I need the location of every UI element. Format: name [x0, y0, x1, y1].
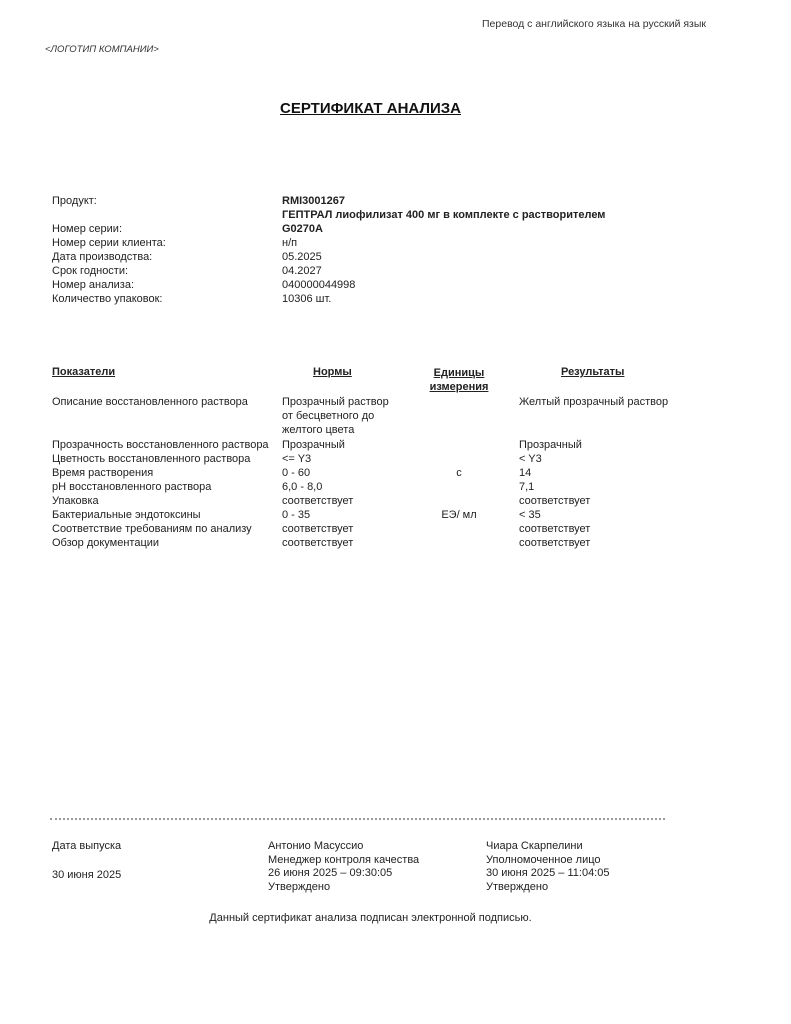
table-row-parameter: Цветность восстановленного раствора — [52, 453, 251, 465]
table-row-result: соответствует — [519, 495, 591, 507]
product-label: Продукт: — [52, 195, 97, 207]
batch-number-value: G0270A — [282, 223, 323, 235]
table-row-result: 7,1 — [519, 481, 535, 493]
table-row-result: соответствует — [519, 523, 591, 535]
header-units-line1: Единицы — [433, 367, 485, 379]
electronic-signature-note: Данный сертификат анализа подписан электронной подписью. — [209, 912, 532, 924]
norm-line: Прозрачный раствор — [282, 396, 389, 408]
norm-line: желтого цвета — [282, 424, 355, 436]
table-row-norm: соответствует — [282, 523, 354, 535]
table-row-norm — [282, 395, 389, 437]
analysis-number-value: 040000044998 — [282, 279, 356, 291]
expiry-date-label: Срок годности: — [52, 265, 129, 277]
table-row-norm: 0 - 60 — [282, 467, 311, 479]
analysis-number-label: Номер анализа: — [52, 279, 135, 291]
certificate-title: СЕРТИФИКАТ АНАЛИЗА — [280, 100, 461, 117]
table-row-norm: Прозрачный — [282, 439, 345, 451]
company-logo-placeholder: <ЛОГОТИП КОМПАНИИ> — [45, 44, 159, 55]
table-row-norm: 0 - 35 — [282, 509, 311, 521]
expiry-date-value: 04.2027 — [282, 265, 322, 277]
signer-qc-manager — [268, 840, 419, 894]
table-row-norm: 6,0 - 8,0 — [282, 481, 323, 493]
header-units-line2: измерения — [429, 381, 489, 393]
issue-date-value: 30 июня 2025 — [52, 869, 122, 881]
table-row-result: < Y3 — [519, 453, 542, 465]
separator-line — [50, 818, 665, 820]
product-name: ГЕПТРАЛ лиофилизат 400 мг в комплекте с растворителем — [282, 209, 606, 221]
client-batch-label: Номер серии клиента: — [52, 237, 166, 249]
table-row-parameter: Соответствие требованиям по анализу — [52, 523, 252, 535]
table-row-parameter: pH восстановленного раствора — [52, 481, 212, 493]
client-batch-value: н/п — [282, 237, 298, 249]
issue-date-label: Дата выпуска — [52, 840, 122, 852]
table-row-parameter: Время растворения — [52, 467, 154, 479]
table-row-parameter: Упаковка — [52, 495, 99, 507]
signer-status: Утверждено — [268, 880, 331, 893]
header-parameter: Показатели — [52, 366, 116, 378]
table-row-unit: ЕЭ/ мл — [441, 509, 477, 521]
table-row-parameter: Описание восстановленного раствора — [52, 396, 248, 408]
table-row-norm: соответствует — [282, 495, 354, 507]
table-row-norm: <= Y3 — [282, 453, 312, 465]
product-code: RMI3001267 — [282, 195, 345, 207]
signer-status: Утверждено — [486, 880, 549, 893]
table-row-parameter: Обзор документации — [52, 537, 160, 549]
table-row-parameter: Бактериальные эндотоксины — [52, 509, 201, 521]
signer-role: Менеджер контроля качества — [268, 853, 420, 866]
batch-number-label: Номер серии: — [52, 223, 122, 235]
table-row-result: Прозрачный — [519, 439, 582, 451]
signer-name: Чиара Скарпелини — [486, 840, 583, 852]
signer-datetime: 30 июня 2025 – 11:04:05 — [486, 867, 610, 879]
header-norms: Нормы — [313, 366, 352, 378]
manufacture-date-value: 05.2025 — [282, 251, 322, 263]
table-row-parameter: Прозрачность восстановленного раствора — [52, 439, 269, 451]
signer-role: Уполномоченное лицо — [486, 853, 601, 866]
signer-datetime: 26 июня 2025 – 09:30:05 — [268, 867, 393, 879]
table-row-norm: соответствует — [282, 537, 354, 549]
table-row-result: 14 — [519, 467, 532, 479]
header-units — [414, 366, 504, 394]
table-row-unit: с — [456, 467, 462, 479]
translation-note: Перевод с английского языка на русский язык — [482, 18, 707, 30]
table-row-result: Желтый прозрачный раствор — [519, 396, 669, 408]
manufacture-date-label: Дата производства: — [52, 251, 153, 263]
signer-qualified-person — [486, 840, 609, 894]
table-row-result: соответствует — [519, 537, 591, 549]
package-count-label: Количество упаковок: — [52, 293, 163, 305]
signer-name: Антонио Масуссио — [268, 840, 364, 852]
table-row-result: < 35 — [519, 509, 541, 521]
header-results: Результаты — [561, 366, 625, 378]
package-count-value: 10306 шт. — [282, 293, 332, 305]
norm-line: от бесцветного до — [282, 410, 375, 422]
